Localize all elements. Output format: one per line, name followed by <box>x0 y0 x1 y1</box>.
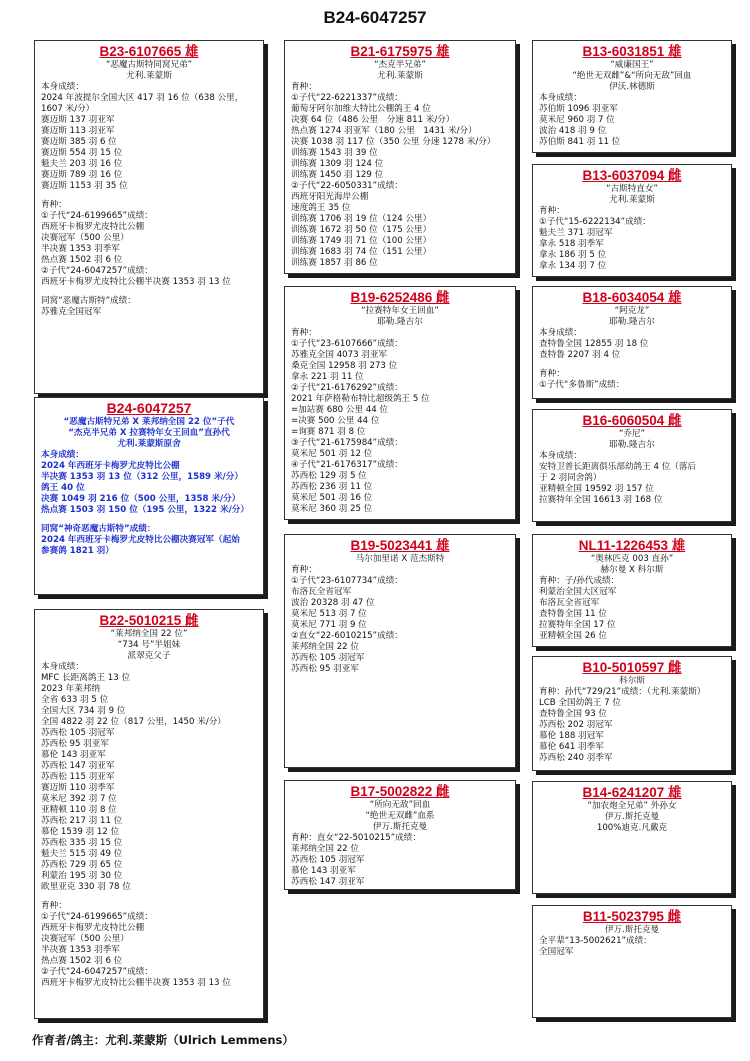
record-line: 苏西松 95 羽亚军 <box>291 664 359 674</box>
record-line: 莫米尼 771 羽 9 位 <box>291 620 367 630</box>
pigeon-descriptor: 耶勒.隆吉尔 <box>609 440 655 450</box>
record-line: 苏西松 217 羽 11 位 <box>41 816 123 826</box>
sire-box <box>34 40 264 394</box>
ring-number: B23-6107665 雄 <box>99 44 199 59</box>
record-line: 2021 年萨格勒布特比超级鸽王 5 位 <box>291 394 430 404</box>
record-line: 莫米尼 501 羽 16 位 <box>291 493 373 503</box>
record-line: 苏西松 335 羽 15 位 <box>41 838 123 848</box>
record-line: 拿永 221 羽 11 位 <box>291 372 364 382</box>
record-line: 苏西松 105 羽冠军 <box>291 855 365 865</box>
ring-number: NL11-1226453 雄 <box>578 538 686 553</box>
pigeon-descriptor: 尤利.莱蒙斯原舍 <box>117 439 181 449</box>
ring-number: B13-6037094 雌 <box>582 168 682 183</box>
record-line: 莱邦纳全国 22 位 <box>291 844 359 854</box>
record-line: 波治 418 羽 9 位 <box>539 126 607 136</box>
pigeon-descriptor: 伊万.斯托克曼 <box>604 925 660 935</box>
pigeon-descriptor: “杰克半兄弟” <box>374 60 426 70</box>
record-line: =询赛 871 羽 8 位 <box>291 427 366 437</box>
record-line: 育种： <box>41 901 67 911</box>
record-line: 训练赛 1706 羽 19 位（124 公里） <box>291 214 432 224</box>
record-line: 育种：孙代“729/21”成绩：（尤利.莱蒙斯） <box>539 687 706 697</box>
record-line: 赛迈斯 113 羽亚军 <box>41 126 115 136</box>
record-line: 育种： <box>539 369 565 379</box>
record-line: 苏西松 236 羽 11 位 <box>291 482 373 492</box>
pigeon-descriptor: “734 号”半姐妹 <box>117 640 181 650</box>
record-line: 查特鲁全国 11 位 <box>539 609 607 619</box>
record-line: 莫米尼 360 羽 25 位 <box>291 504 373 514</box>
record-line: 全国大区 734 羽 9 位 <box>41 706 126 716</box>
record-line: 育种： <box>291 328 317 338</box>
record-line: 育种： <box>291 82 317 92</box>
spacer <box>41 288 257 296</box>
ring-number: B17-5002822 雌 <box>350 784 450 799</box>
record-line: 查特鲁全国 12855 羽 18 位 <box>539 339 649 349</box>
record-line: 安特卫普长距离俱乐部幼鸽王 4 位（落后 <box>539 462 697 472</box>
record-line: 半决赛 1353 羽季军 <box>41 244 120 254</box>
pigeon-descriptor: 赫尔曼 X 科尔斯 <box>600 565 664 575</box>
record-line: 本身成绩： <box>539 93 582 103</box>
record-line: 苏雅克全国冠军 <box>41 307 102 317</box>
record-line: 查特鲁 2207 羽 4 位 <box>539 350 621 360</box>
record-line: 苏西松 202 羽冠军 <box>539 720 613 730</box>
spacer <box>41 516 257 524</box>
record-line: 慕伦 143 羽亚军 <box>41 750 106 760</box>
ring-number: B16-6060504 雌 <box>582 413 682 428</box>
breeder-footer: 作育者/鸽主：尤利.莱蒙斯（Ulrich Lemmens） <box>32 1033 294 1047</box>
ggd-4-box <box>532 905 732 1018</box>
record-line: 决赛冠军（500 公里） <box>41 934 129 944</box>
pigeon-descriptor: “古斯特直女” <box>606 184 658 194</box>
record-line: 同窝“神奇恶魔古斯特”成绩： <box>41 524 156 534</box>
pigeon-descriptor: 伊万.斯托克曼 <box>604 812 660 822</box>
pigeon-descriptor: 100%迪克.凡戴克 <box>596 823 668 833</box>
record-line: =加站赛 680 公里 44 位 <box>291 405 389 415</box>
record-line: 莱邦纳全国 22 位 <box>291 642 359 652</box>
record-line: ④子代“21-6176317”成绩： <box>291 460 403 470</box>
pigeon-descriptor: “莱邦纳全国 22 位” <box>110 629 188 639</box>
ggs-1-box <box>532 40 732 153</box>
record-line: 全省 633 羽 5 位 <box>41 695 109 705</box>
pigeon-descriptor: 尤利.莱蒙斯 <box>377 71 423 81</box>
record-line: 鸽王 40 位 <box>41 483 85 493</box>
pigeon-descriptor: “威廉国王” <box>610 60 654 70</box>
record-line: ①子代“24-6199665”成绩： <box>41 211 153 221</box>
record-line: 训练赛 1857 羽 86 位 <box>291 258 378 268</box>
pigeon-descriptor: 伊万.斯托克曼 <box>372 822 428 832</box>
record-line: ①子代“多鲁斯”成绩： <box>539 380 625 390</box>
ggd-1-box <box>532 164 732 277</box>
pedigree-title: B24-6047257 <box>323 8 427 27</box>
record-line: 苏西松 240 羽季军 <box>539 753 613 763</box>
ggs-3-box <box>532 534 732 647</box>
record-line: 半决赛 1353 羽季军 <box>41 945 120 955</box>
record-line: 拿永 186 羽 5 位 <box>539 250 607 260</box>
record-line: 莫米尼 513 羽 7 位 <box>291 609 367 619</box>
record-line: 训练赛 1749 羽 71 位（100 公里） <box>291 236 432 246</box>
record-line: 拿永 518 羽季军 <box>539 239 604 249</box>
record-line: 利蒙治全国大区冠军 <box>539 587 617 597</box>
record-line: 亚精顿全国 26 位 <box>539 631 607 641</box>
record-line: ①子代“23-6107734”成绩： <box>291 576 403 586</box>
record-line: 拉赛特年全国 17 位 <box>539 620 616 630</box>
record-line: 布洛瓦全省冠军 <box>539 598 600 608</box>
record-line: 决赛冠军（500 公里） <box>41 233 129 243</box>
record-line: 赛迈斯 110 羽季军 <box>41 783 115 793</box>
record-line: 育种：直女“22-5010215”成绩： <box>291 833 421 843</box>
record-line: 赛迈斯 1153 羽 35 位 <box>41 181 128 191</box>
record-line: 莫米尼 392 羽 7 位 <box>41 794 117 804</box>
main-pigeon-box <box>34 397 264 595</box>
record-line: 全国冠军 <box>539 947 574 957</box>
record-line: 慕伦 1539 羽 12 位 <box>41 827 120 837</box>
record-line: 2023 年莱邦纳 <box>41 684 100 694</box>
record-line: 拿永 134 羽 7 位 <box>539 261 607 271</box>
record-line: 亚精顿全国 19592 羽 157 位 <box>539 484 654 494</box>
pigeon-descriptor: “拉赛特年女王回血” <box>361 306 439 316</box>
record-line: 拉赛特年全国 16613 羽 168 位 <box>539 495 663 505</box>
spacer <box>539 361 725 369</box>
record-line: 1607 米/分） <box>41 104 95 114</box>
ring-number: B10-5010597 雌 <box>582 660 682 675</box>
record-line: ①子代“15-6222134”成绩： <box>539 217 651 227</box>
record-line: 育种： <box>539 206 565 216</box>
granddam-maternal-box <box>284 780 516 890</box>
spacer <box>41 192 257 200</box>
pigeon-descriptor: “所向无敌”回血 <box>369 800 431 810</box>
record-line: 育种： <box>41 200 67 210</box>
record-line: =决赛 500 公里 44 位 <box>291 416 380 426</box>
record-line: 赛迈斯 789 羽 16 位 <box>41 170 123 180</box>
record-line: 苏西松 95 羽亚军 <box>41 739 109 749</box>
record-line: 魁夫兰 371 羽冠军 <box>539 228 613 238</box>
record-line: 半决赛 1353 羽 13 位（312 公里，1589 米/分） <box>41 472 243 482</box>
record-line: ②直女“22-6010215”成绩： <box>291 631 403 641</box>
record-line: 苏西松 147 羽亚军 <box>41 761 115 771</box>
record-line: 苏伯斯 841 羽 11 位 <box>539 137 621 147</box>
record-line: ①子代“22-6221337”成绩： <box>291 93 403 103</box>
pigeon-descriptor: “加农炮全兄弟” 外孙女 <box>587 801 677 811</box>
record-line: 赛迈斯 385 羽 6 位 <box>41 137 117 147</box>
record-line: 苏西松 147 羽亚军 <box>291 877 365 887</box>
record-line: 苏西松 729 羽 65 位 <box>41 860 123 870</box>
record-line: 本身成绩： <box>41 662 84 672</box>
record-line: LCB 全国幼鸽王 7 位 <box>539 698 621 708</box>
record-line: 育种： <box>291 565 317 575</box>
record-line: ③子代“21-6175984”成绩： <box>291 438 403 448</box>
record-line: 布洛瓦全省冠军 <box>291 587 352 597</box>
record-line: 训练赛 1309 羽 124 位 <box>291 159 384 169</box>
record-line: 训练赛 1683 羽 74 位（151 公里） <box>291 247 432 257</box>
record-line: 本身成绩： <box>41 450 84 460</box>
record-line: 欧里亚克 330 羽 78 位 <box>41 882 131 892</box>
record-line: 魁夫兰 203 羽 16 位 <box>41 159 123 169</box>
grandsire-paternal-box <box>284 40 516 274</box>
record-line: 苏西松 105 羽冠军 <box>291 653 365 663</box>
record-line: ②子代“22-6050331”成绩： <box>291 181 403 191</box>
ggd-2-box <box>532 409 732 522</box>
record-line: 训练赛 1450 羽 129 位 <box>291 170 384 180</box>
ggs-4-box <box>532 781 732 894</box>
record-line: 慕伦 188 羽冠军 <box>539 731 604 741</box>
ring-number: B24-6047257 <box>106 400 192 416</box>
record-line: 热点赛 1274 羽亚军（180 公里 1431 米/分） <box>291 126 477 136</box>
record-line: 桑克全国 12958 羽 273 位 <box>291 361 398 371</box>
record-line: 苏雅克全国 4073 羽亚军 <box>291 350 388 360</box>
record-line: 参赛鸽 1821 羽） <box>41 546 114 556</box>
record-line: 本身成绩： <box>41 82 84 92</box>
record-line: 2024 年波提尔全国大区 417 羽 16 位（638 公里， <box>41 93 244 103</box>
pigeon-descriptor: “恶魔古斯特兄弟 X 莱邦纳全国 22 位”子代 <box>63 417 235 427</box>
record-line: 2024 年西班牙卡梅罗尤皮特比公棚决赛冠军（起始 <box>41 535 240 545</box>
record-line: 决赛 1038 羽 117 位（350 公里 分速 1278 米/分） <box>291 137 496 147</box>
record-line: 赛迈斯 137 羽亚军 <box>41 115 115 125</box>
record-line: MFC 长距离鸽王 13 位 <box>41 673 131 683</box>
pigeon-descriptor: 科尔斯 <box>619 676 645 686</box>
record-line: 本身成绩： <box>539 328 582 338</box>
ring-number: B11-5023795 雌 <box>582 909 682 924</box>
pigeon-descriptor: 派翠克父子 <box>127 651 171 661</box>
record-line: 波治 20328 羽 47 位 <box>291 598 375 608</box>
record-line: 慕伦 143 羽亚军 <box>291 866 356 876</box>
dam-box <box>34 609 264 1019</box>
record-line: ②子代“24-6047257”成绩： <box>41 967 153 977</box>
record-line: ①子代“23-6107666”成绩： <box>291 339 403 349</box>
record-line: 2024 年西班牙卡梅罗尤皮特比公棚 <box>41 461 180 471</box>
record-line: 莫米尼 960 羽 7 位 <box>539 115 615 125</box>
record-line: 于 2 羽同舍鸽） <box>539 473 602 483</box>
record-line: 热点赛 1502 羽 6 位 <box>41 255 123 265</box>
ring-number: B19-5023441 雄 <box>350 538 450 553</box>
record-line: 西班牙卡梅罗尤皮特比公棚半决赛 1353 羽 13 位 <box>41 277 231 287</box>
pigeon-descriptor: “杰克半兄弟 X 拉赛特年女王回血”直孙代 <box>68 428 230 438</box>
record-line: ②子代“24-6047257”成绩： <box>41 266 153 276</box>
record-line: 利蒙治 195 羽 30 位 <box>41 871 123 881</box>
record-line: 速度鸽王 35 位 <box>291 203 351 213</box>
pigeon-descriptor: “乔尼” <box>618 429 646 439</box>
ring-number: B14-6241207 雄 <box>582 785 682 800</box>
record-line: 莫米尼 501 羽 12 位 <box>291 449 373 459</box>
record-line: 葡萄牙阿尔加维大特比公棚鸽王 4 位 <box>291 104 431 114</box>
record-line: 同窝“恶魔古斯特”成绩： <box>41 296 136 306</box>
pigeon-descriptor: “绝世无双雌”血系 <box>365 811 435 821</box>
pigeon-descriptor: “绝世无双雌”&“所向无敌”回血 <box>572 71 692 81</box>
record-line: 西班牙卡梅罗尤皮特比公棚 <box>41 222 145 232</box>
record-line: 训练赛 1672 羽 50 位（175 公里） <box>291 225 432 235</box>
record-line: ②子代“21-6176292”成绩： <box>291 383 403 393</box>
record-line: 赛迈斯 554 羽 15 位 <box>41 148 123 158</box>
record-line: 热点赛 1502 羽 6 位 <box>41 956 123 966</box>
record-line: 魁夫兰 515 羽 49 位 <box>41 849 123 859</box>
record-line: 全国 4822 羽 22 位（817 公里，1450 米/分） <box>41 717 226 727</box>
pigeon-descriptor: 耶勒.隆吉尔 <box>609 317 655 327</box>
granddam-paternal-box <box>284 286 516 520</box>
ring-number: B18-6034054 雄 <box>582 290 682 305</box>
record-line: 热点赛 1503 羽 150 位（195 公里，1322 米/分） <box>41 505 249 515</box>
record-line: 全平辈“13-5002621”成绩： <box>539 936 652 946</box>
record-line: 亚精顿 110 羽 8 位 <box>41 805 117 815</box>
record-line: 训练赛 1543 羽 39 位 <box>291 148 378 158</box>
pigeon-descriptor: 伊沃.林德斯 <box>609 82 655 92</box>
record-line: 慕伦 641 羽季军 <box>539 742 604 752</box>
grandsire-maternal-box <box>284 534 516 768</box>
record-line: 苏西松 105 羽冠军 <box>41 728 115 738</box>
ggd-3-box <box>532 656 732 771</box>
pigeon-descriptor: “恶魔古斯特同窝兄弟” <box>105 60 193 70</box>
record-line: 西班牙卡梅罗尤皮特比公棚半决赛 1353 羽 13 位 <box>41 978 231 988</box>
record-line: ①子代“24-6199665”成绩： <box>41 912 153 922</box>
ring-number: B13-6031851 雄 <box>582 44 682 59</box>
ring-number: B21-6175975 雄 <box>350 44 450 59</box>
pigeon-descriptor: “奥林匹克 003 直孙” <box>590 554 674 564</box>
record-line: 西班牙阳光海岸公棚 <box>291 192 369 202</box>
record-line: 决赛 64 位（486 公里 分速 811 米/分） <box>291 115 455 125</box>
record-line: 决赛 1049 羽 216 位（500 公里，1358 米/分） <box>41 494 241 504</box>
spacer <box>41 893 257 901</box>
ring-number: B22-5010215 雌 <box>99 613 199 628</box>
record-line: 苏西松 129 羽 5 位 <box>291 471 367 481</box>
ring-number: B19-6252486 雌 <box>350 290 450 305</box>
record-line: 苏伯斯 1096 羽亚军 <box>539 104 618 114</box>
record-line: 本身成绩： <box>539 451 582 461</box>
pigeon-descriptor: 尤利.莱蒙斯 <box>126 71 172 81</box>
pigeon-descriptor: “阿克龙” <box>614 306 650 316</box>
pigeon-descriptor: 尤利.莱蒙斯 <box>609 195 655 205</box>
pigeon-descriptor: 耶勒.隆吉尔 <box>377 317 423 327</box>
record-line: 苏西松 115 羽亚军 <box>41 772 115 782</box>
record-line: 育种：子/孙代成绩： <box>539 576 620 586</box>
record-line: 查特鲁全国 93 位 <box>539 709 607 719</box>
record-line: 西班牙卡梅罗尤皮特比公棚 <box>41 923 145 933</box>
pigeon-descriptor: 马尔加里诺 X 范杰斯特 <box>355 554 445 564</box>
ggs-2-box <box>532 286 732 399</box>
